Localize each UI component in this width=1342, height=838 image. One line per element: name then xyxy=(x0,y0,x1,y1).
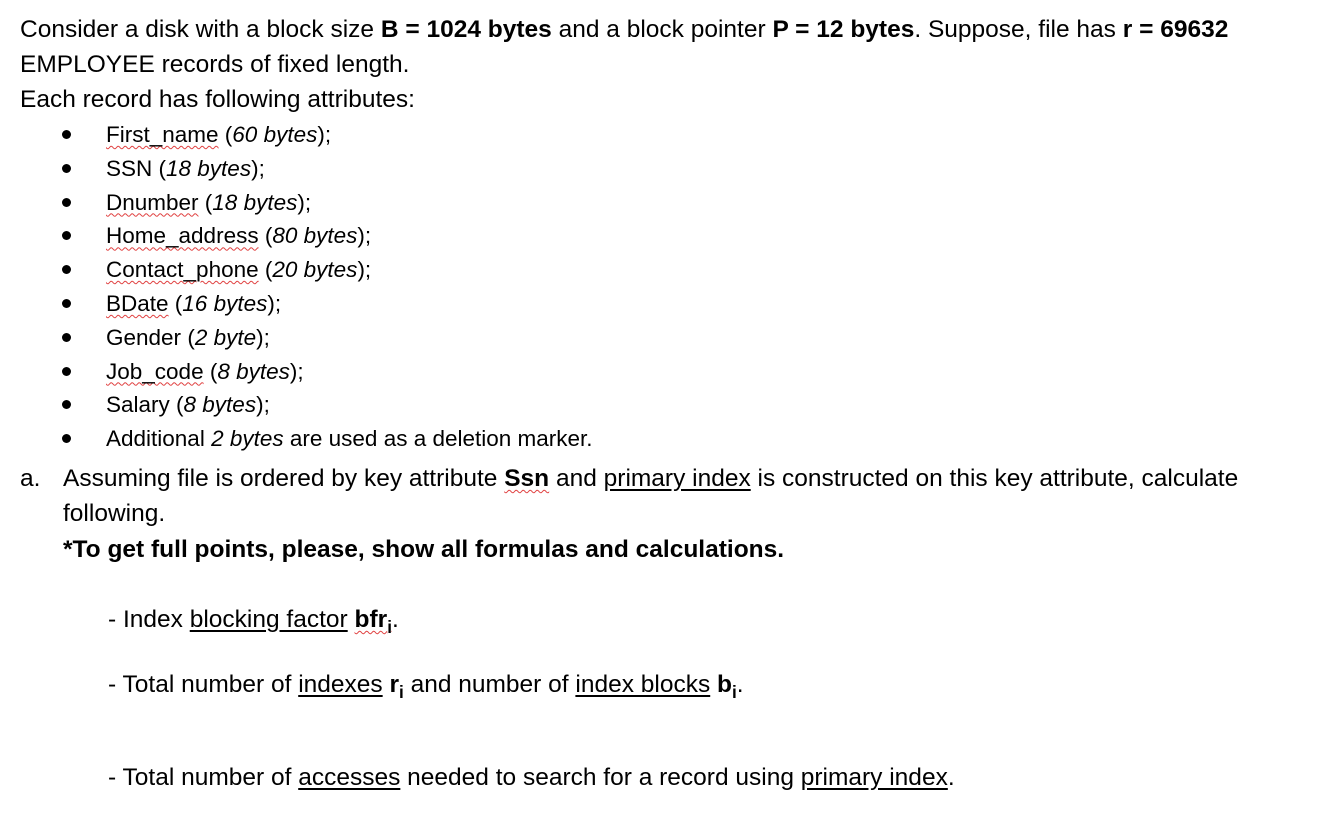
bullet-icon xyxy=(62,367,71,376)
attribute-item: Home_address (80 bytes); xyxy=(62,219,593,253)
bullet-icon xyxy=(62,198,71,207)
key-attribute: Ssn xyxy=(504,465,550,492)
deletion-marker-item: Additional 2 bytes are used as a deletion marker. xyxy=(62,422,593,456)
block-pointer: P = 12 bytes xyxy=(772,16,915,43)
intro-line-2: EMPLOYEE records of fixed length. xyxy=(20,51,410,78)
question-bfr: - Index blocking factor bfr$_i$. xyxy=(108,606,399,637)
question-accesses: - Total number of accesses needed to search for a record using primary index. xyxy=(108,764,955,791)
attribute-item: Salary (8 bytes); xyxy=(62,388,593,422)
block-size: B = 1024 bytes xyxy=(380,16,552,43)
question-index-count: - Total number of indexes $r_i$ and number of index blocks $b_i$. xyxy=(108,671,744,702)
part-a-text: Assuming file is ordered by key attribute Ssn and primary index is constructed on this key attribute, calculate following. xyxy=(63,465,1239,527)
part-a-label: a. xyxy=(20,465,41,492)
bullet-icon xyxy=(62,130,71,139)
attribute-item: BDate (16 bytes); xyxy=(62,287,593,321)
bullet-icon xyxy=(62,434,71,443)
bullet-icon xyxy=(62,265,71,274)
attribute-item: Gender (2 byte); xyxy=(62,321,593,355)
bullet-icon xyxy=(62,333,71,342)
attribute-item: Dnumber (18 bytes); xyxy=(62,186,593,220)
bullet-icon xyxy=(62,400,71,409)
attribute-item: Contact_phone (20 bytes); xyxy=(62,253,593,287)
bullet-icon xyxy=(62,231,71,240)
grading-note: *To get full points, please, show all formulas and calculations. xyxy=(63,536,785,563)
attribute-item: Job_code (8 bytes); xyxy=(62,355,593,389)
attribute-item: First_name (60 bytes); xyxy=(62,118,593,152)
attribute-list xyxy=(62,118,593,456)
intro-line-1: Consider a disk with a block size B = 1024 bytes and a block pointer P = 12 bytes. Suppose, file has r = 69632 xyxy=(20,16,1229,43)
bullet-icon xyxy=(62,164,71,173)
intro-line-3: Each record has following attributes: xyxy=(20,86,415,113)
bullet-icon xyxy=(62,299,71,308)
attribute-item: SSN (18 bytes); xyxy=(62,152,593,186)
record-count: r = 69632 xyxy=(1122,16,1229,43)
